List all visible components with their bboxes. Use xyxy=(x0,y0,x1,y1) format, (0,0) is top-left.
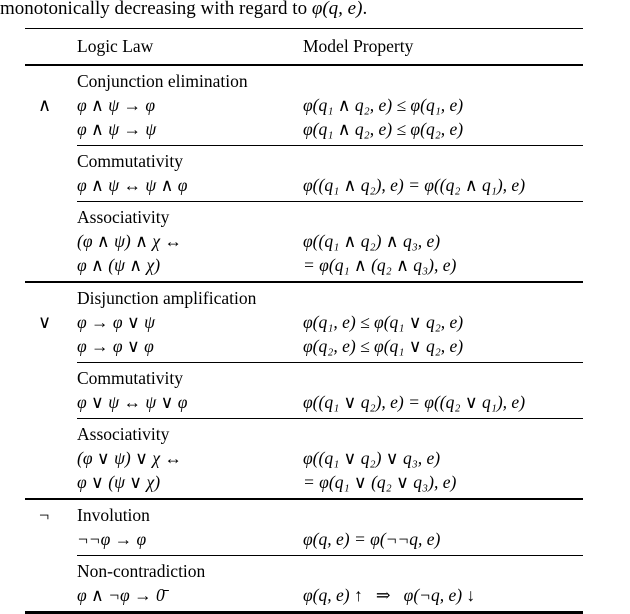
law-group-title: Commutativity xyxy=(77,151,183,171)
logic-law-formula: φ ∨ ψ ↔ ψ ∨ φ xyxy=(77,392,188,412)
table-row xyxy=(77,229,583,253)
table-body xyxy=(25,66,583,614)
block-title-row xyxy=(77,559,583,583)
table-row xyxy=(77,527,583,551)
law-block-associativity-and xyxy=(77,201,583,281)
model-property-formula: φ((q₁ ∧ q₂), e) = φ((q₂ ∧ q₁), e) xyxy=(303,175,526,195)
law-group-title: Commutativity xyxy=(77,368,183,388)
law-group-title: Disjunction amplification xyxy=(77,288,257,308)
and-operator-symbol: ∧ xyxy=(38,95,52,115)
model-property-formula: φ(q₂, e) ≤ φ(q₁ ∨ q₂, e) xyxy=(303,336,464,356)
operator-symbol-cell xyxy=(25,66,77,281)
law-group-title: Involution xyxy=(77,505,150,525)
logic-law-formula: φ ∧ ¬φ → 0̄ xyxy=(77,585,165,605)
table-row xyxy=(77,310,583,334)
law-block-involution xyxy=(77,500,583,555)
model-property-formula: = φ(q₁ ∨ (q₂ ∨ q₃), e) xyxy=(303,472,457,492)
logic-law-formula: φ ∨ (ψ ∨ χ) xyxy=(77,472,161,492)
table-row xyxy=(77,470,583,494)
table-row xyxy=(77,117,583,141)
not-operator-symbol: ¬ xyxy=(38,505,51,525)
model-property-formula: φ((q₁ ∨ q₂) ∨ q₃, e) xyxy=(303,448,441,468)
operator-group-disjunction xyxy=(25,281,583,498)
block-title-row xyxy=(77,205,583,229)
model-property-formula: φ((q₁ ∧ q₂) ∧ q₃, e) xyxy=(303,231,441,251)
or-operator-symbol: ∨ xyxy=(38,312,52,332)
block-title-row xyxy=(77,366,583,390)
law-block-commutativity-or xyxy=(77,362,583,418)
law-block-non-contradiction xyxy=(77,555,583,611)
law-block-disjunction-amplification xyxy=(77,283,583,362)
operator-group-negation xyxy=(25,498,583,611)
model-property-formula: φ(q₁ ∧ q₂, e) ≤ φ(q₁, e) xyxy=(303,95,464,115)
disjunction-blocks xyxy=(77,283,583,498)
block-title-row xyxy=(77,149,583,173)
model-property-formula: φ(q, e) ↑ ⇒ φ(¬q, e) ↓ xyxy=(303,585,476,605)
table-row xyxy=(77,390,583,414)
model-property-formula: φ(q₁ ∧ q₂, e) ≤ φ(q₂, e) xyxy=(303,119,464,139)
logic-law-formula: φ → φ ∨ φ xyxy=(77,336,154,356)
logic-law-formula: φ ∧ ψ → φ xyxy=(77,95,156,115)
law-group-title: Conjunction elimination xyxy=(77,71,248,91)
model-property-formula: φ(q₁, e) ≤ φ(q₁ ∨ q₂, e) xyxy=(303,312,464,332)
model-property-formula: φ(q, e) = φ(¬¬q, e) xyxy=(303,529,441,549)
column-header-model-property: Model Property xyxy=(303,36,414,56)
logic-law-formula: ¬¬φ → φ xyxy=(77,529,147,549)
law-group-title: Non-contradiction xyxy=(77,561,206,581)
law-group-title: Associativity xyxy=(77,207,170,227)
block-title-row xyxy=(77,422,583,446)
header-operator-column-spacer xyxy=(25,35,77,57)
table-header xyxy=(25,28,583,66)
operator-group-conjunction xyxy=(25,66,583,281)
conjunction-blocks xyxy=(77,66,583,281)
logic-law-formula: φ ∧ ψ ↔ ψ ∧ φ xyxy=(77,175,188,195)
model-property-formula: = φ(q₁ ∧ (q₂ ∧ q₃), e) xyxy=(303,255,457,275)
table-row xyxy=(77,334,583,358)
caption-math: φ(q, e) xyxy=(311,0,363,19)
logic-law-formula: φ ∧ (ψ ∧ χ) xyxy=(77,255,161,275)
table-row xyxy=(77,583,583,607)
column-header-logic-law: Logic Law xyxy=(77,36,154,56)
law-block-commutativity-and xyxy=(77,145,583,201)
logic-law-formula: (φ ∧ ψ) ∧ χ ↔ xyxy=(77,231,182,251)
law-block-conjunction-elimination xyxy=(77,66,583,145)
logic-laws-table xyxy=(25,28,583,614)
table-row xyxy=(77,173,583,197)
block-title-row xyxy=(77,286,583,310)
logic-law-formula: (φ ∨ ψ) ∨ χ ↔ xyxy=(77,448,182,468)
caption xyxy=(0,0,630,21)
law-group-title: Associativity xyxy=(77,424,170,444)
negation-blocks xyxy=(77,500,583,611)
table-row xyxy=(77,446,583,470)
operator-symbol-cell xyxy=(25,500,77,611)
table-row xyxy=(77,253,583,277)
logic-law-formula: φ ∧ ψ → ψ xyxy=(77,119,157,139)
caption-text: monotonically decreasing with regard to xyxy=(0,0,312,19)
logic-law-formula: φ → φ ∨ ψ xyxy=(77,312,156,332)
block-title-row xyxy=(77,503,583,527)
model-property-formula: φ((q₁ ∨ q₂), e) = φ((q₂ ∨ q₁), e) xyxy=(303,392,526,412)
caption-period: . xyxy=(362,0,368,19)
operator-symbol-cell xyxy=(25,283,77,498)
law-block-associativity-or xyxy=(77,418,583,498)
block-title-row xyxy=(77,69,583,93)
table-row xyxy=(77,93,583,117)
